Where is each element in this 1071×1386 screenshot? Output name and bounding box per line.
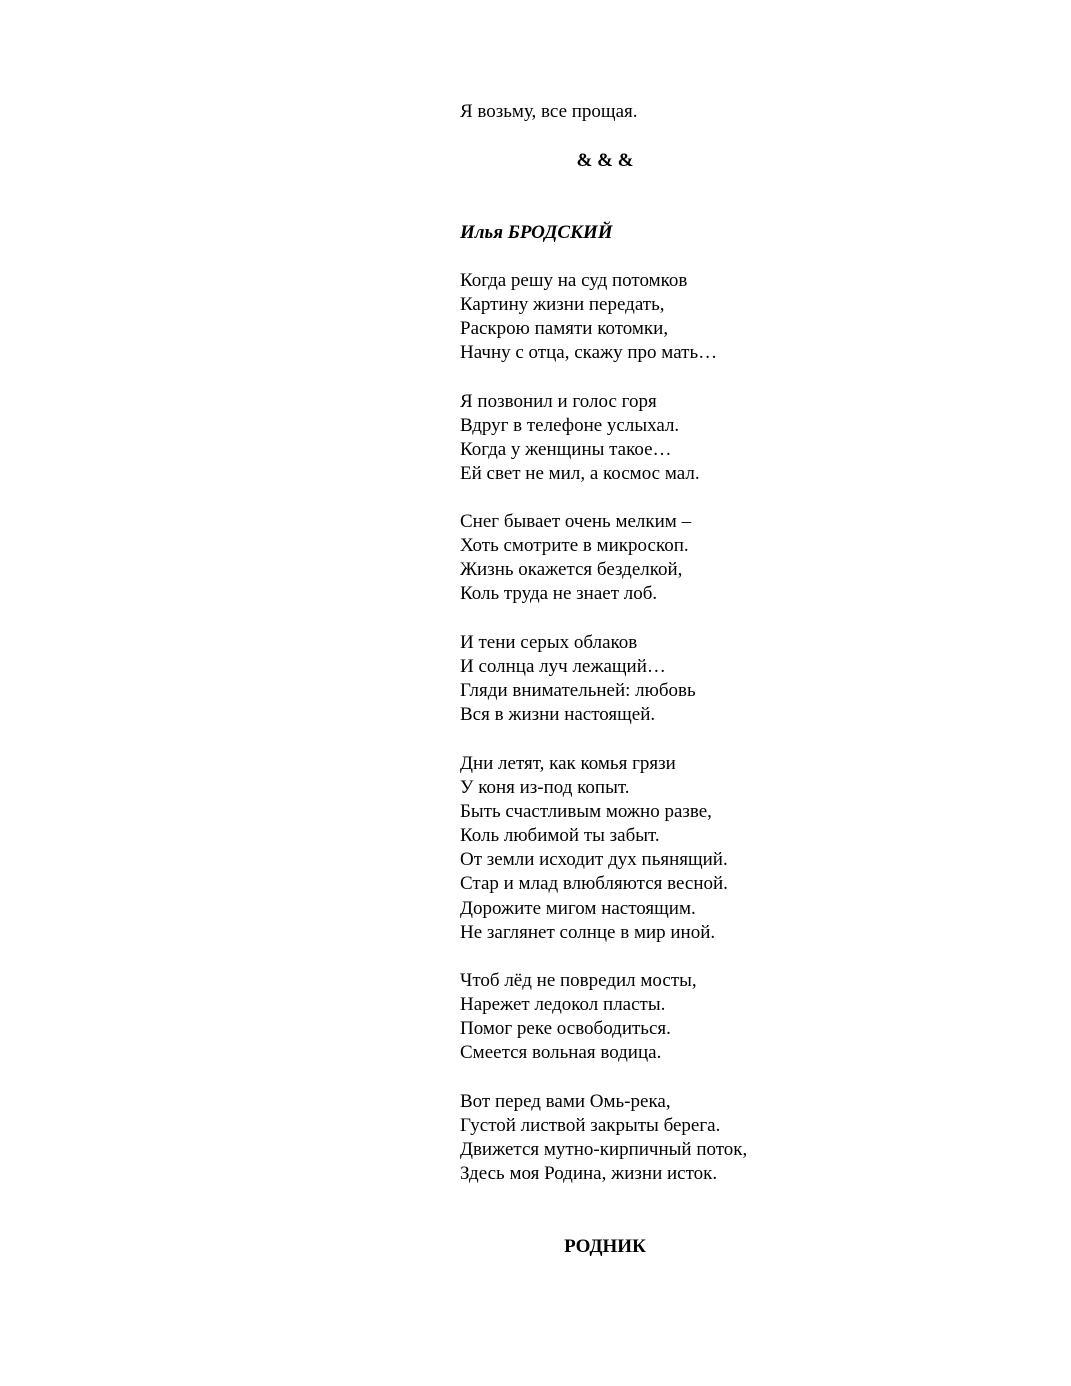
- poem-line: Гляди внимательней: любовь: [460, 680, 696, 702]
- poem-line: Когда решу на суд потомков: [460, 270, 688, 291]
- poem-line: Жизнь окажется безделкой,: [460, 559, 683, 581]
- top-line: Я возьму, все прощая.: [460, 101, 638, 122]
- poem-line: И тени серых облаков: [460, 632, 638, 653]
- stanza: [460, 269, 717, 365]
- poem-line: Когда у женщины такое…: [460, 439, 672, 461]
- stanza: [460, 752, 728, 945]
- poem-line: Смеется вольная водица.: [460, 1042, 662, 1064]
- poem-line: Вдруг в телефоне услыхал.: [460, 415, 680, 437]
- poem-line: Коль труда не знает лоб.: [460, 583, 658, 605]
- poem-line: Стар и млад влюбляются весной.: [460, 873, 728, 895]
- stanza: [460, 1090, 747, 1186]
- poem-line: Начну с отца, скажу про мать…: [460, 342, 718, 364]
- poem-line: Хоть смотрите в микроскоп.: [460, 535, 689, 557]
- poem-line: Нарежет ледокол пласты.: [460, 994, 666, 1016]
- poem-line: Раскрою памяти котомки,: [460, 318, 669, 340]
- poem-line: Картину жизни передать,: [460, 294, 665, 316]
- poem-line: Не заглянет солнце в мир иной.: [460, 921, 716, 943]
- stanza: [460, 510, 691, 606]
- stanza: [460, 631, 696, 727]
- poem-line: Коль любимой ты забыт.: [460, 825, 660, 847]
- poem-line: Вся в жизни настоящей.: [460, 704, 656, 726]
- next-poem-title: РОДНИК: [564, 1236, 646, 1257]
- poem-line: И солнца луч лежащий…: [460, 656, 666, 678]
- poem-line: Чтоб лёд не повредил мосты,: [460, 970, 697, 991]
- section-separator: & & &: [576, 150, 634, 171]
- poem-line: Ей свет не мил, а космос мал.: [460, 463, 700, 485]
- poem-line: От земли исходит дух пьянящий.: [460, 849, 728, 871]
- poem-line: Дорожите мигом настоящим.: [460, 897, 696, 919]
- stanza: [460, 969, 697, 1065]
- poem-line: У коня из-под копыт.: [460, 777, 630, 799]
- stanza: [460, 390, 700, 486]
- poem-line: Снег бывает очень мелким –: [460, 511, 692, 532]
- poem-line: Я позвонил и голос горя: [460, 391, 657, 412]
- poem-line: Здесь моя Родина, жизни исток.: [460, 1163, 718, 1185]
- poem-line: Быть счастливым можно разве,: [460, 801, 712, 823]
- poem-line: Движется мутно-кирпичный поток,: [460, 1139, 748, 1161]
- poem-line: Дни летят, как комья грязи: [460, 753, 676, 774]
- poem-line: Помог реке освободиться.: [460, 1018, 671, 1040]
- poem-line: Густой листвой закрыты берега.: [460, 1115, 721, 1137]
- author-name: Илья БРОДСКИЙ: [460, 222, 613, 243]
- poem-line: Вот перед вами Омь-река,: [460, 1091, 671, 1112]
